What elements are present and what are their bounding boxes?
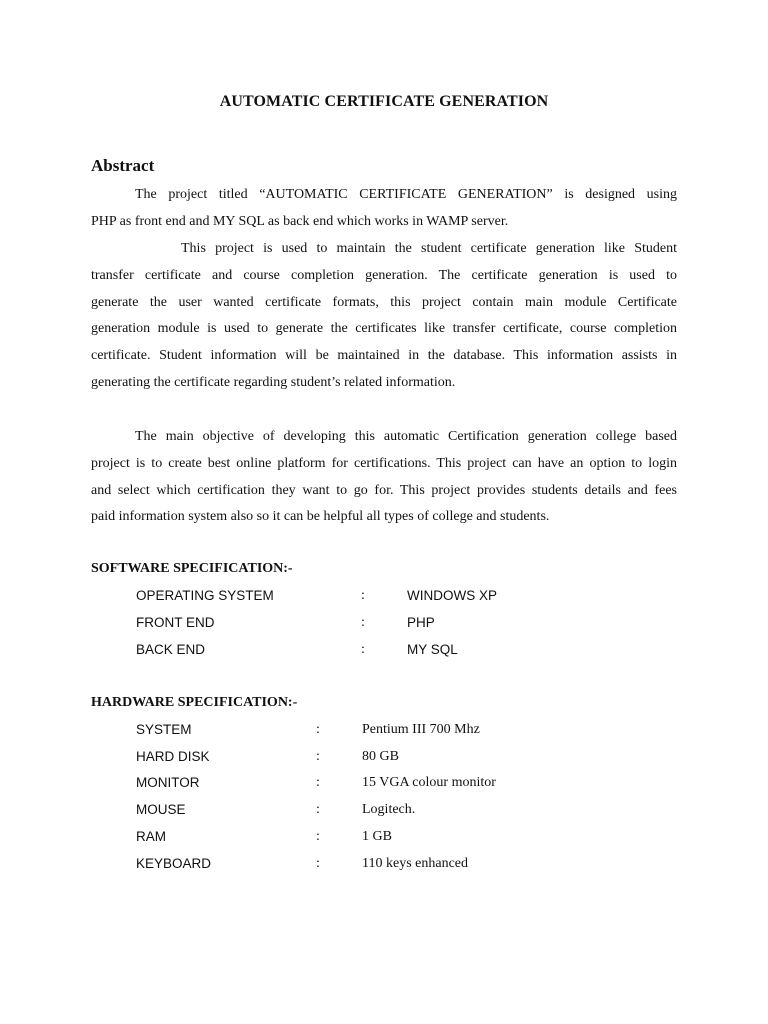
spec-label: RAM: [136, 829, 166, 844]
software-spec-row: [0, 615, 768, 635]
spec-value: Logitech.: [362, 802, 416, 817]
hardware-spec-row: [0, 856, 768, 876]
spec-separator: :: [316, 829, 320, 844]
spec-label: HARD DISK: [136, 749, 210, 764]
software-spec-heading: SOFTWARE SPECIFICATION:-: [91, 561, 293, 576]
spec-label: OPERATING SYSTEM: [136, 588, 274, 603]
hardware-spec-row: [0, 722, 768, 742]
spec-label: SYSTEM: [136, 722, 192, 737]
spec-separator: :: [316, 856, 320, 871]
spec-separator: :: [316, 802, 320, 817]
paragraph-line: PHP as front end and MY SQL as back end which works in WAMP server.: [91, 213, 509, 229]
spec-value: WINDOWS XP: [407, 588, 497, 603]
spec-label: MONITOR: [136, 775, 200, 790]
paragraph-line: This project is used to maintain the student certificate generation like Student: [181, 241, 677, 256]
paragraph-objective: [91, 424, 677, 531]
hardware-spec-row: [0, 829, 768, 849]
paragraph-line: project is to create best online platform for certifications. This project can have an option to login: [91, 455, 677, 471]
paragraph-line: paid information system also so it can be helpful all types of college and students.: [91, 509, 550, 525]
spec-separator: :: [361, 642, 365, 657]
hardware-spec-row: [0, 775, 768, 795]
software-spec-row: [0, 588, 768, 608]
spec-value: 1 GB: [362, 829, 392, 844]
paragraph-line: The main objective of developing this automatic Certification generation college based: [135, 429, 677, 444]
paragraph-line: and select which certification they want to go for. This project provides students details and fees: [91, 482, 677, 498]
spec-value: Pentium III 700 Mhz: [362, 722, 480, 737]
spec-separator: :: [316, 749, 320, 764]
paragraph-line: generating the certificate regarding student’s related information.: [91, 374, 456, 390]
paragraph-intro: [91, 182, 677, 236]
spec-label: FRONT END: [136, 615, 215, 630]
paragraph-line: transfer certificate and course completion generation. The certificate generation is used to: [91, 267, 677, 283]
paragraph-line: generation module is used to generate the certificates like transfer certificate, course completion: [91, 321, 677, 337]
hardware-spec-row: [0, 802, 768, 822]
software-spec-row: [0, 642, 768, 662]
spec-value: 80 GB: [362, 749, 399, 764]
spec-label: KEYBOARD: [136, 856, 212, 871]
paragraph-description: [91, 236, 677, 397]
spec-separator: :: [361, 588, 365, 603]
abstract-heading: Abstract: [91, 156, 155, 175]
spec-value: 110 keys enhanced: [362, 856, 468, 871]
spec-separator: :: [361, 615, 365, 630]
spec-value: 15 VGA colour monitor: [362, 775, 496, 790]
paragraph-line: generate the user wanted certificate formats, this project contain main module Certificate: [91, 294, 677, 310]
spec-value: PHP: [407, 615, 435, 630]
hardware-spec-row: [0, 749, 768, 769]
spec-separator: :: [316, 775, 320, 790]
document-title: AUTOMATIC CERTIFICATE GENERATION: [219, 93, 549, 110]
spec-label: BACK END: [136, 642, 206, 657]
spec-label: MOUSE: [136, 802, 186, 817]
paragraph-line: certificate. Student information will be maintained in the database. This information assists in: [91, 348, 677, 364]
spec-separator: :: [316, 722, 320, 737]
hardware-spec-heading: HARDWARE SPECIFICATION:-: [91, 695, 298, 710]
spec-value: MY SQL: [407, 642, 458, 657]
paragraph-line: The project titled “AUTOMATIC CERTIFICATE GENERATION” is designed using: [135, 187, 677, 202]
